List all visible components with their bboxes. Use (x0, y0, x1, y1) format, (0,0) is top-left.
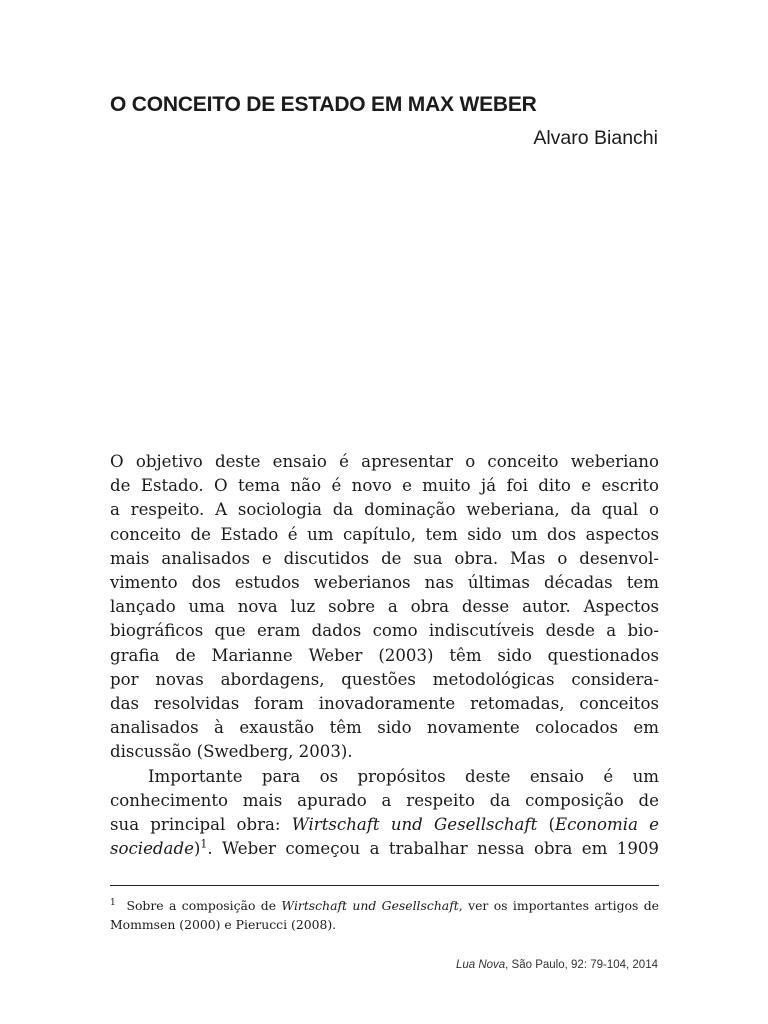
body-line: discussão (Swedberg, 2003). (110, 742, 353, 762)
journal-details: , São Paulo, 92: 79-104, 2014 (505, 959, 658, 971)
body-line: grafia de Marianne Weber (2003) têm sido questionados (110, 645, 659, 665)
footnote-line (110, 896, 659, 915)
article-body (110, 450, 659, 861)
running-footer (456, 959, 658, 971)
body-text-fragment: . Weber começou a trabalhar nessa obra em 1909 (207, 839, 659, 859)
paren-open: ( (548, 815, 555, 835)
author-name: Alvaro Bianchi (533, 127, 658, 149)
footnote-text: Sobre a composição de (126, 898, 277, 913)
body-line: conhecimento mais apurado a respeito da composição de (110, 790, 659, 810)
body-line: a respeito. A sociologia da dominação weberiana, da qual o (110, 500, 659, 520)
footnote (110, 896, 659, 934)
footnote-text: , ver os importantes artigos de (458, 898, 659, 913)
paren-close: ) (193, 839, 201, 859)
journal-name: Lua Nova (455, 959, 506, 971)
article-title: O CONCEITO DE ESTADO EM MAX WEBER (110, 93, 537, 116)
body-line: biográficos que eram dados como indiscutíveis desde a bio- (110, 621, 659, 641)
body-line: conceito de Estado é um capítulo, tem sido um dos aspectos (110, 524, 659, 544)
body-text-fragment: sua principal obra: (110, 815, 281, 835)
book-title-italic: Wirtschaft und Gesellschaft (291, 815, 538, 835)
body-line: O objetivo deste ensaio é apresentar o conceito weberiano (110, 452, 659, 471)
body-line: Importante para os propósitos deste ensaio é um (148, 766, 659, 786)
body-line: por novas abordagens, questões metodológicas considera- (110, 669, 659, 689)
body-line (110, 837, 659, 861)
body-line: vimento dos estudos weberianos nas últimas décadas tem (110, 573, 659, 593)
body-line (110, 813, 659, 837)
footnote-number: 1 (110, 897, 116, 908)
footnote-line: Mommsen (2000) e Pierucci (2008). (110, 917, 337, 932)
body-line: lançado uma nova luz sobre a obra desse autor. Aspectos (110, 597, 659, 617)
footnote-reference[interactable]: 1 (200, 837, 208, 851)
book-title-translation-italic: sociedade (110, 839, 194, 859)
book-title-translation-italic: Economia e (554, 815, 659, 835)
body-line: de Estado. O tema não é novo e muito já foi dito e escrito (110, 476, 659, 496)
body-line: analisados à exaustão têm sido novamente colocados em (110, 718, 659, 738)
body-line: das resolvidas foram inovadoramente retomadas, conceitos (110, 694, 659, 714)
footnote-italic: Wirtschaft und Gesellschaft (281, 898, 459, 913)
footnote-divider (110, 885, 659, 886)
body-line: mais analisados e discutidos de sua obra. Mas o desenvol- (110, 548, 659, 568)
